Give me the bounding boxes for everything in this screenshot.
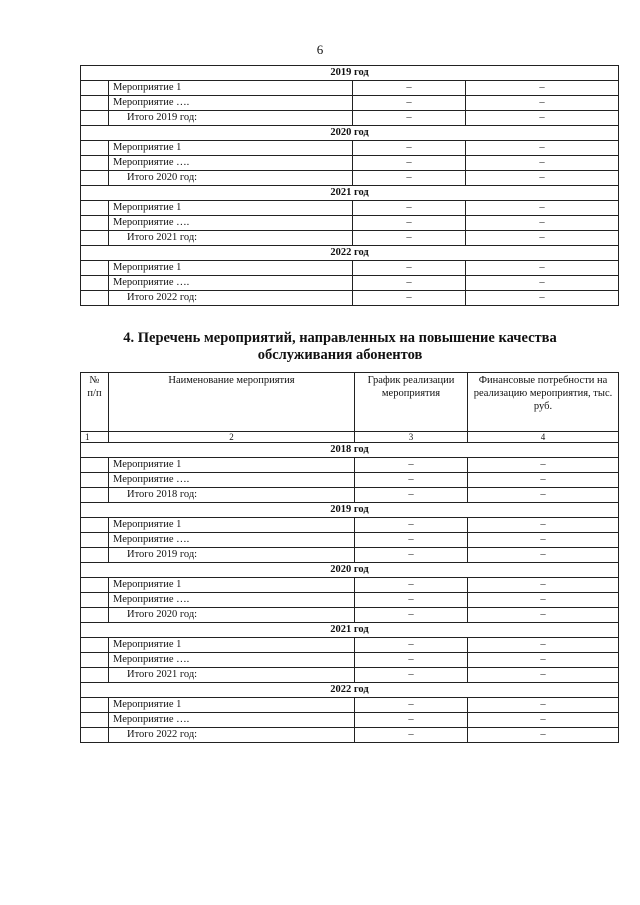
year-header-row [81,66,619,81]
col-number-1: 1 [81,432,109,443]
row-number-cell [81,653,109,668]
schedule-value: – [353,141,466,156]
measure-name: Мероприятие …. [109,533,355,548]
row-number-cell [81,111,109,126]
schedule-value: – [355,638,468,653]
finance-value: – [468,548,619,563]
row-number-cell [81,608,109,623]
schedule-value: – [355,653,468,668]
row-number-cell [81,291,109,306]
schedule-value: – [355,533,468,548]
col-number-2: 2 [109,432,355,443]
row-number-cell [81,216,109,231]
measure-name: Мероприятие 1 [109,141,353,156]
service-quality-measures-table-body [81,443,619,743]
schedule-value: – [353,231,466,246]
measure-name: Мероприятие 1 [109,578,355,593]
year-label: 2020 год [81,126,619,141]
year-header-row [81,443,619,458]
total-label: Итого 2021 год: [109,668,355,683]
table-row [81,533,619,548]
section-4-title [60,330,620,364]
measure-name: Мероприятие …. [109,96,353,111]
year-label: 2020 год [81,563,619,578]
schedule-value: – [353,291,466,306]
schedule-value: – [355,668,468,683]
finance-value: – [466,111,619,126]
finance-value: – [466,276,619,291]
row-number-cell [81,578,109,593]
finance-value: – [468,713,619,728]
year-header-row [81,503,619,518]
measure-name: Мероприятие 1 [109,698,355,713]
measure-name: Мероприятие …. [109,593,355,608]
row-number-cell [81,201,109,216]
measure-name: Мероприятие …. [109,156,353,171]
finance-value: – [468,458,619,473]
table-row [81,96,619,111]
total-label: Итого 2021 год: [109,231,353,246]
year-header-row [81,683,619,698]
year-header-row [81,563,619,578]
finance-value: – [468,653,619,668]
table-row [81,216,619,231]
row-number-cell [81,548,109,563]
measure-name: Мероприятие …. [109,713,355,728]
table-row [81,81,619,96]
table-row [81,276,619,291]
total-label: Итого 2020 год: [109,171,353,186]
row-number-cell [81,231,109,246]
schedule-value: – [353,156,466,171]
col-number-4: 4 [468,432,619,443]
finance-value: – [466,141,619,156]
table-row [81,141,619,156]
measure-name: Мероприятие …. [109,216,353,231]
finance-value: – [468,608,619,623]
total-label: Итого 2018 год: [109,488,355,503]
row-number-cell [81,668,109,683]
section-4-title-line2: обслуживания абонентов [257,347,423,363]
schedule-value: – [355,458,468,473]
measure-name: Мероприятие …. [109,276,353,291]
row-number-cell [81,458,109,473]
schedule-value: – [355,593,468,608]
finance-value: – [466,81,619,96]
row-number-cell [81,518,109,533]
table-row [81,713,619,728]
year-label: 2021 год [81,186,619,201]
year-header-row [81,126,619,141]
measure-name: Мероприятие 1 [109,638,355,653]
total-label: Итого 2022 год: [109,728,355,743]
table-row [81,156,619,171]
finance-value: – [468,638,619,653]
col-number-3: 3 [355,432,468,443]
year-label: 2018 год [81,443,619,458]
measure-name: Мероприятие 1 [109,201,353,216]
schedule-value: – [353,276,466,291]
finance-value: – [466,261,619,276]
schedule-value: – [355,713,468,728]
total-label: Итого 2020 год: [109,608,355,623]
measures-table-continued-body [81,66,619,306]
total-row [81,291,619,306]
measure-name: Мероприятие …. [109,473,355,488]
year-header-row [81,246,619,261]
table-row [81,261,619,276]
measure-name: Мероприятие 1 [109,261,353,276]
row-number-cell [81,81,109,96]
year-label: 2019 год [81,66,619,81]
finance-value: – [468,698,619,713]
schedule-value: – [355,608,468,623]
schedule-value: – [353,261,466,276]
row-number-cell [81,473,109,488]
year-label: 2019 год [81,503,619,518]
finance-value: – [468,518,619,533]
finance-value: – [468,533,619,548]
schedule-value: – [353,201,466,216]
schedule-value: – [355,518,468,533]
header-schedule: График реализации мероприятия [355,373,468,432]
column-number-row [81,432,619,443]
header-num: № п/п [81,373,109,432]
finance-value: – [466,156,619,171]
finance-value: – [466,201,619,216]
row-number-cell [81,533,109,548]
measures-table-continued [80,65,619,306]
total-row [81,111,619,126]
finance-value: – [466,216,619,231]
table-row [81,698,619,713]
finance-value: – [468,473,619,488]
finance-value: – [466,96,619,111]
finance-value: – [466,231,619,246]
row-number-cell [81,261,109,276]
table-row [81,653,619,668]
row-number-cell [81,96,109,111]
finance-value: – [466,291,619,306]
table-row [81,638,619,653]
page-number: 6 [316,42,324,57]
table-header-row [81,373,619,432]
schedule-value: – [355,548,468,563]
section-4-title-line1: 4. Перечень мероприятий, направленных на повышение качества [123,330,557,346]
finance-value: – [468,728,619,743]
row-number-cell [81,488,109,503]
year-label: 2021 год [81,623,619,638]
finance-value: – [468,488,619,503]
schedule-value: – [353,216,466,231]
year-header-row [81,186,619,201]
measure-name: Мероприятие 1 [109,81,353,96]
total-row [81,548,619,563]
row-number-cell [81,276,109,291]
finance-value: – [468,593,619,608]
table-row [81,578,619,593]
table-row [81,473,619,488]
service-quality-measures-table [80,372,619,743]
finance-value: – [466,171,619,186]
finance-value: – [468,668,619,683]
table-row [81,201,619,216]
row-number-cell [81,593,109,608]
total-row [81,728,619,743]
row-number-cell [81,698,109,713]
schedule-value: – [355,698,468,713]
schedule-value: – [355,578,468,593]
total-row [81,171,619,186]
measure-name: Мероприятие …. [109,653,355,668]
header-finance: Финансовые потребности на реализацию мероприятия, тыс. руб. [468,373,619,432]
total-row [81,608,619,623]
total-row [81,231,619,246]
schedule-value: – [355,473,468,488]
total-row [81,668,619,683]
schedule-value: – [353,171,466,186]
finance-value: – [468,578,619,593]
year-label: 2022 год [81,683,619,698]
year-label: 2022 год [81,246,619,261]
row-number-cell [81,638,109,653]
header-name: Наименование мероприятия [109,373,355,432]
total-label: Итого 2019 год: [109,548,355,563]
schedule-value: – [353,96,466,111]
row-number-cell [81,141,109,156]
total-label: Итого 2022 год: [109,291,353,306]
schedule-value: – [353,81,466,96]
measure-name: Мероприятие 1 [109,458,355,473]
row-number-cell [81,728,109,743]
total-label: Итого 2019 год: [109,111,353,126]
table-row [81,593,619,608]
total-row [81,488,619,503]
row-number-cell [81,156,109,171]
table-row [81,518,619,533]
schedule-value: – [353,111,466,126]
table-row [81,458,619,473]
year-header-row [81,623,619,638]
measure-name: Мероприятие 1 [109,518,355,533]
schedule-value: – [355,488,468,503]
row-number-cell [81,171,109,186]
schedule-value: – [355,728,468,743]
row-number-cell [81,713,109,728]
